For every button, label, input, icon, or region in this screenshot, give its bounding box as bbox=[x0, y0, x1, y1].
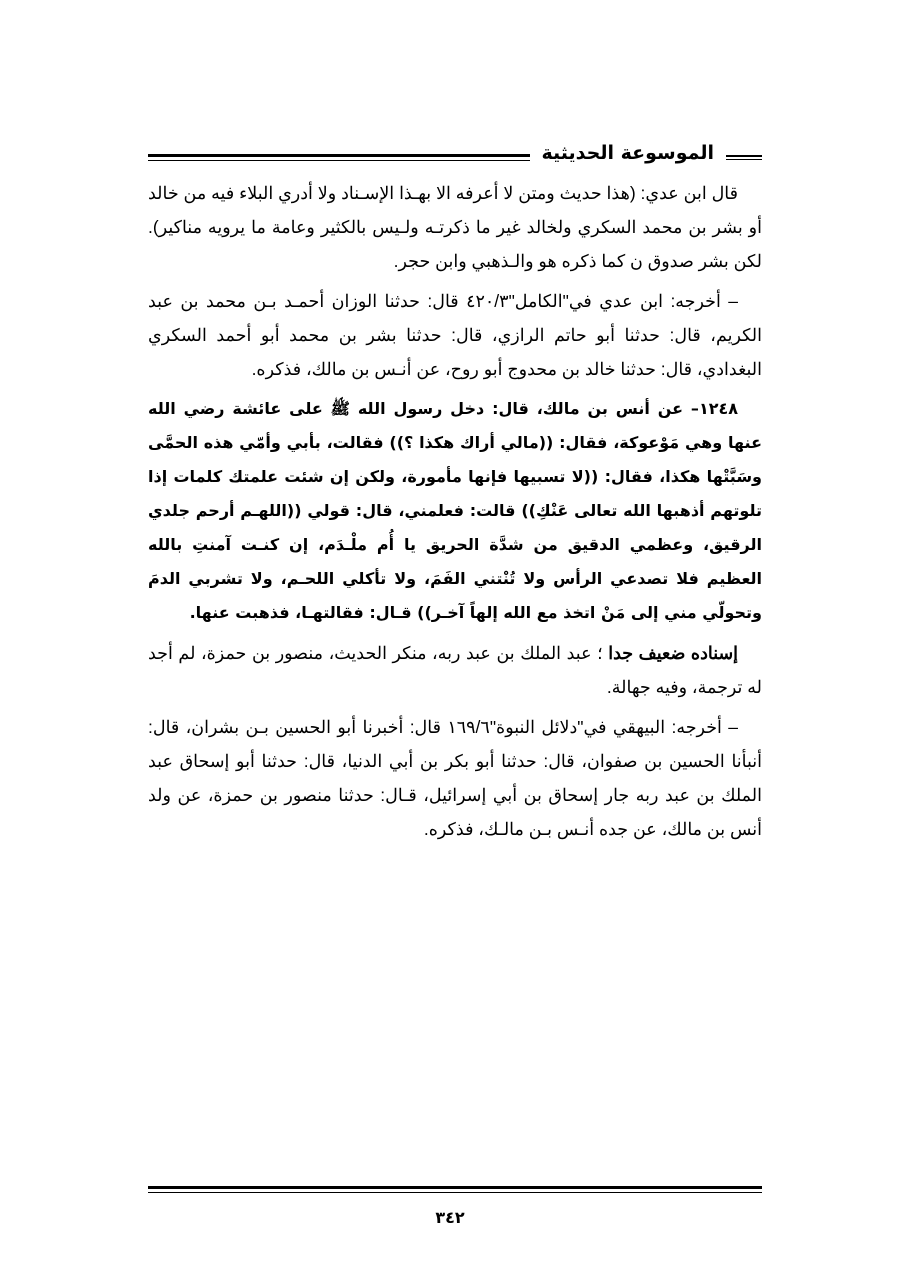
header-rule-short bbox=[726, 155, 762, 160]
header-title: الموسوعة الحديثية bbox=[541, 142, 714, 164]
paragraph-ibn-adi-takhrij: – أخرجه: ابن عدي في"الكامل"٤٢٠/٣ قال: حدثنا الوزان أحمـد بـن محمد بن عبد الكريم، قال: حدثنا أبو حاتم الرازي، قال: حدثنا بشر بن محمد أبو أحمد السكري البغدادي، قال: حدثنا خالد بن محدوج أبو روح، عن أنـس بن مالك، فذكره. bbox=[148, 291, 762, 379]
footer-rule bbox=[148, 1186, 762, 1193]
isnad-grading-label: إسناده ضعيف جدا bbox=[608, 643, 739, 663]
page-number: ٣٤٢ bbox=[435, 1208, 465, 1227]
header-rule-long bbox=[148, 154, 530, 161]
paragraph-hadith-1248: ١٢٤٨– عن أنس بن مالك، قال: دخل رسول الله ﷺ على عائشة رضي الله عنها وهي مَوْعوكة، فقال: ((مالي أراك هكذا ؟)) فقالت، بأبي وأمّي هذه الحمَّى وسَبَّتْها هكذا، فقال: ((لا تسبيها فإنها مأمورة، ولكن إن شئت علمتك كلمات إذا تلوتهم أذهبها الله تعالى عَنْكِ)) قالت: فعلمني، قال: قولي ((اللهـم أرحم جلدي الرقيق، وعظمي الدقيق من شدَّة الحريق يا أُم ملْـدَم، إن كنـت آمنتِ بالله العظيم فلا تصدعي الرأس ولا تُنْتني الفَمَ، ولا تأكلي اللحـم، ولا تشربي الدمَ وتحولّي مني إلى مَنْ اتخذ مع الله إلهاً آخـر)) قـال: فقالتهـا، فذهبت عنها. bbox=[148, 399, 762, 622]
paragraph-ibn-adi-comment: قال ابن عدي: (هذا حديث ومتن لا أعرفه الا بهـذا الإسـناد ولا أدري البلاء فيه من خالد أو بشر بن محمد السكري ولخالد غير ما ذكرتـه ولـيس بالكثير وعامة ما يرويه مناكير). لكن بشر صدوق ن كما ذكره هو والـذهبي وابن حجر. bbox=[148, 183, 762, 271]
page-body bbox=[148, 176, 762, 852]
running-header bbox=[148, 138, 762, 168]
paragraph-bayhaqi-takhrij: – أخرجه: البيهقي في"دلائل النبوة"١٦٩/٦ قال: أخبرنا أبو الحسين بـن بشران، قال: أنبأنا الحسين بن صفوان، قال: حدثنا أبو بكر بن أبي الدنيا، قال: حدثنا أبو إسحاق عبد الملك بن عبد ربه جار إسحاق بن أبي إسرائيل، قـال: حدثنا منصور بن حمزة، عن ولد أنس بن مالك، عن جده أنـس بـن مالـك، فذكره. bbox=[148, 717, 762, 839]
isnad-grading-text: ؛ عبد الملك بن عبد ربه، منكر الحديث، منصور بن حمزة، لم أجد له ترجمة، وفيه جهالة. bbox=[148, 643, 762, 697]
paragraph-isnad-grading bbox=[148, 636, 762, 704]
